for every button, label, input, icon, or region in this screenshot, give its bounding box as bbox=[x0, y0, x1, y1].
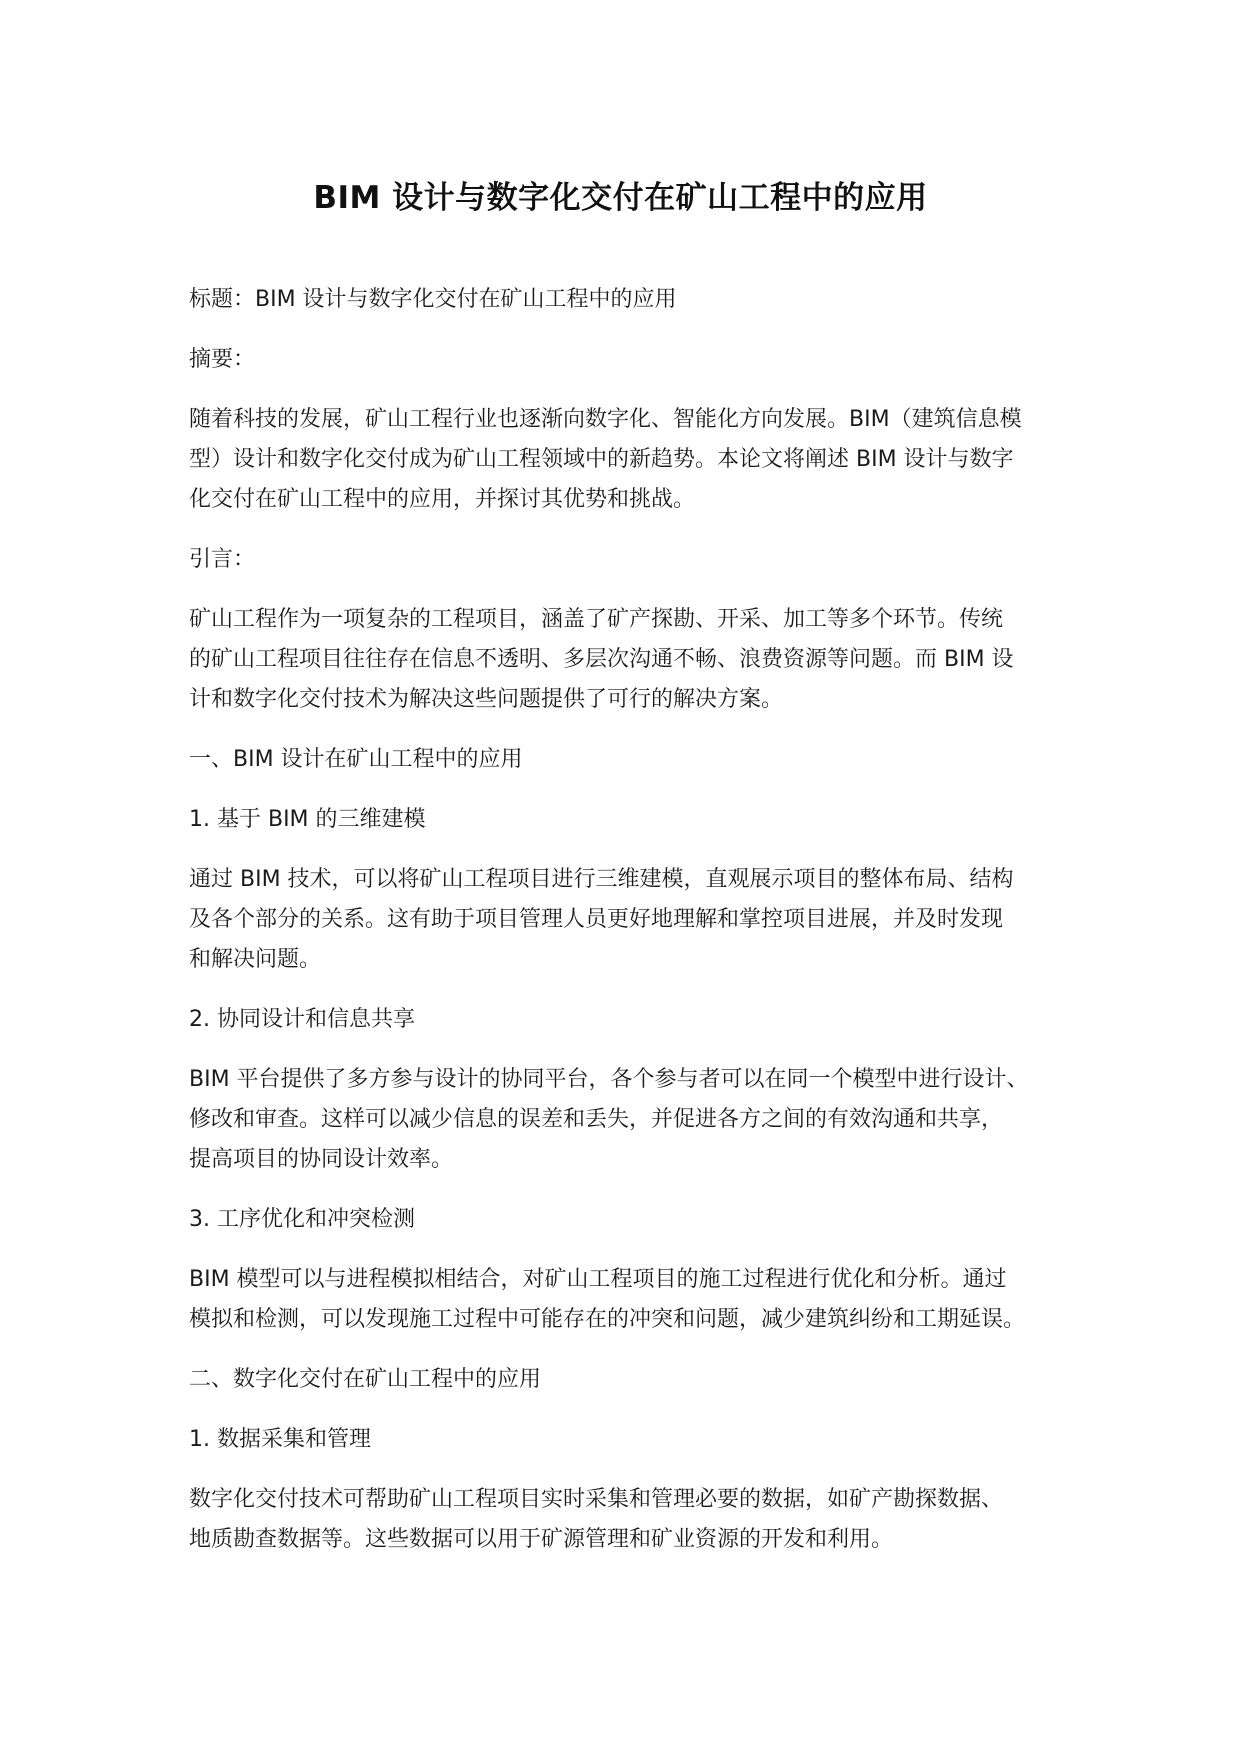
abstract-heading: 摘要： bbox=[189, 347, 256, 372]
paragraph-line: 随着科技的发展，矿山工程行业也逐渐向数字化、智能化方向发展。BIM（建筑信息模 bbox=[189, 407, 1022, 432]
paragraph-line: 修改和审查。这样可以减少信息的误差和丢失，并促进各方之间的有效沟通和共享， bbox=[189, 1107, 1004, 1132]
s2-item1-paragraph bbox=[189, 1480, 1079, 1560]
document-title: BIM 设计与数字化交付在矿山工程中的应用 bbox=[313, 180, 928, 216]
abstract-paragraph bbox=[189, 400, 1079, 520]
paragraph-line: 模拟和检测，可以发现施工过程中可能存在的冲突和问题，减少建筑纠纷和工期延误。 bbox=[189, 1307, 1026, 1332]
s1-item1-heading: 1. 基于 BIM 的三维建模 bbox=[189, 807, 426, 832]
paragraph-line: 地质勘查数据等。这些数据可以用于矿源管理和矿业资源的开发和利用。 bbox=[189, 1527, 894, 1552]
intro-paragraph bbox=[189, 600, 1079, 720]
s1-item2-paragraph bbox=[189, 1060, 1079, 1180]
s2-item1-heading: 1. 数据采集和管理 bbox=[189, 1427, 371, 1452]
paragraph-line: 和解决问题。 bbox=[189, 947, 322, 972]
section1-heading: 一、BIM 设计在矿山工程中的应用 bbox=[189, 747, 523, 772]
s1-item2-heading: 2. 协同设计和信息共享 bbox=[189, 1007, 415, 1032]
paragraph-line: 化交付在矿山工程中的应用，并探讨其优势和挑战。 bbox=[189, 487, 696, 512]
document-body bbox=[189, 280, 1079, 1560]
paragraph-line: 数字化交付技术可帮助矿山工程项目实时采集和管理必要的数据，如矿产勘探数据、 bbox=[189, 1487, 1004, 1512]
paragraph-line: 型）设计和数字化交付成为矿山工程领域中的新趋势。本论文将阐述 BIM 设计与数字 bbox=[189, 447, 1014, 472]
paragraph-line: 矿山工程作为一项复杂的工程项目，涵盖了矿产探勘、开采、加工等多个环节。传统 bbox=[189, 607, 1004, 632]
paragraph-line: BIM 平台提供了多方参与设计的协同平台，各个参与者可以在同一个模型中进行设计、 bbox=[189, 1067, 1029, 1092]
s1-item1-paragraph bbox=[189, 860, 1079, 980]
paragraph-line: 通过 BIM 技术，可以将矿山工程项目进行三维建模，直观展示项目的整体布局、结构 bbox=[189, 867, 1014, 892]
paragraph-line: 提高项目的协同设计效率。 bbox=[189, 1147, 454, 1172]
paragraph-line: 及各个部分的关系。这有助于项目管理人员更好地理解和掌控项目进展，并及时发现 bbox=[189, 907, 1004, 932]
s1-item3-heading: 3. 工序优化和冲突检测 bbox=[189, 1207, 415, 1232]
paragraph-line: 的矿山工程项目往往存在信息不透明、多层次沟通不畅、浪费资源等问题。而 BIM 设 bbox=[189, 647, 1014, 672]
paragraph-line: BIM 模型可以与进程模拟相结合，对矿山工程项目的施工过程进行优化和分析。通过 bbox=[189, 1267, 1007, 1292]
title-label-line: 标题：BIM 设计与数字化交付在矿山工程中的应用 bbox=[189, 287, 677, 312]
section2-heading: 二、数字化交付在矿山工程中的应用 bbox=[189, 1367, 542, 1392]
s1-item3-paragraph bbox=[189, 1260, 1079, 1340]
paragraph-line: 计和数字化交付技术为解决这些问题提供了可行的解决方案。 bbox=[189, 687, 784, 712]
intro-heading: 引言： bbox=[189, 547, 256, 572]
